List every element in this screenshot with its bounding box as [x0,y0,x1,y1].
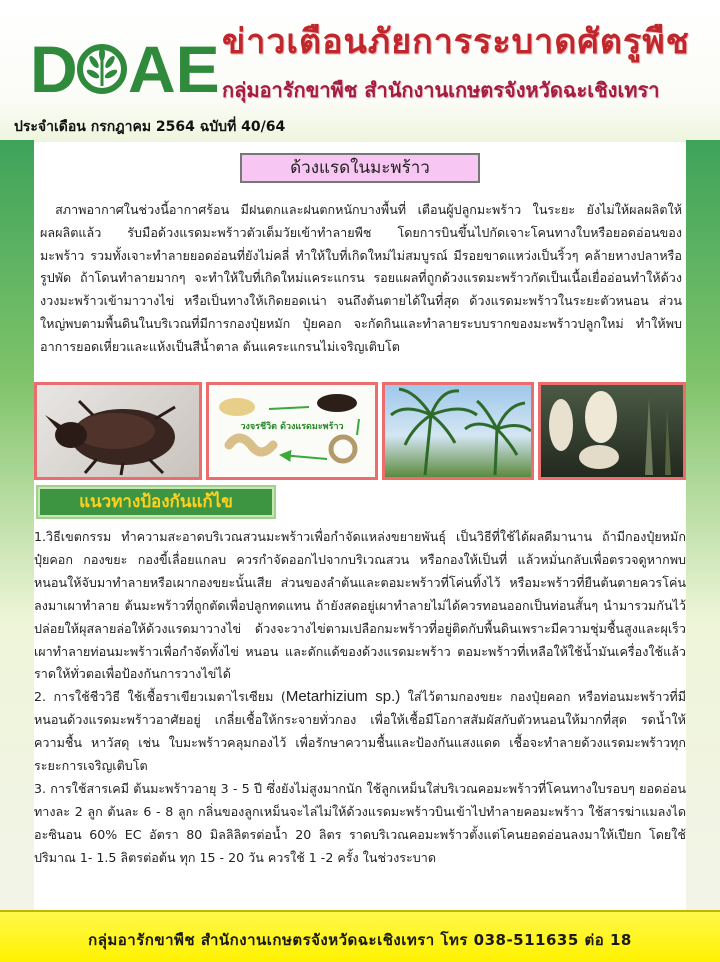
photo-larvae [538,382,686,480]
pest-description: สภาพอากาศในช่วงนี้อากาศร้อน มีฝนตกและฝนตกหนักบางพื้นที่ เตือนผู้ปลูกมะพร้าว ในระยะ ยังไม่ให้ผลผลิตให้ผลผลิตแล้ว รับมือด้วงแรดมะพร้าวตัวเต็มวัยเข้าทำลายพืช โดยการบินขึ้นไปกัดเจาะโคนทางใบหรือยอดอ่อนของมะพร้าว รวมทั้งเจาะทำลายยอดอ่อนที่ยังไม่คลี่ ทำให้ใบที่เกิดใหม่ไม่สมบูรณ์ มีรอยขาดแหว่งเป็นริ้วๆ คล้ายหางปลาหรือรูปพัด ถ้าโดนทำลายมากๆ จะทำให้ใบที่เกิดใหม่แคระแกรน รอยแผลที่ถูกด้วงแรดมะพร้าวกัดเป็นเนื้อเยื่ออ่อนทำให้ด้วงงวงมะพร้าวเข้ามาวางไข่ หรือเป็นทางให้เกิดยอดเน่า จนถึงต้นตายได้ในที่สุด ด้วงแรดมะพร้าวในระยะตัวหนอน ส่วนใหญ่พบตามพื้นดินในบริเวณที่มีการกองปุ๋ยหมัก ปุ๋ยคอก จะกัดกินและทำลายระบบรากของมะพร้าวปลูกใหม่ ทำให้พบอาการยอดเหี่ยวและแห้งเป็นสีน้ำตาล ต้นแคระแกรนไม่เจริญเติบโต [40,202,682,354]
life-cycle-caption: วงจรชีวิต ด้วงแรดมะพร้าว [240,422,344,432]
bulletin-title: ข่าวเตือนภัยการระบาดศัตรูพืช [222,22,690,62]
doae-logo [30,32,220,102]
section-title-pest: ด้วงแรดในมะพร้าว [240,153,480,183]
right-decor-band [686,140,720,940]
content-panel [34,143,686,909]
palm-tree-icon [385,385,531,477]
method-cultural: 1.วิธีเขตกรรม ทำความสะอาดบริเวณสวนมะพร้าวเพื่อกำจัดแหล่งขยายพันธุ์ เป็นวิธีที่ใช้ได้ผลดีมานาน ถ้ามีกองปุ๋ยหมัก ปุ๋ยคอก กองขยะ กองขี้เลื่อยแกลบ ควรกำจัดออกไปจากบริเวณสวน หรือกองให้เป็นที่ แล้วหมั่นกลับเพื่อตรวจดูหากพบหนอนให้จับมาทำลายหรือเผากองขยะนั้นเสีย ส่วนของลำต้นและตอมะพร้าวที่โค่นทิ้งไว้ หรือมะพร้าวที่ยืนต้นตายควรโค่นลงมาเผาทำลาย ต้นมะพร้าวที่ถูกตัดเพื่อปลูกทดแทน ถ้ายังสดอยู่เผาทำลายไม่ได้ควรทอนออกเป็นท่อนสั้นๆ นำมารวมกันไว้ ปล่อยให้ผุสลายล่อให้ด้วงแรดมาวางไข่ ด้วงจะวางไข่ตามเปลือกมะพร้าวที่อยู่ติดกับพื้นดินเพราะมีความชุ่มชื้นสูงและผุเร็ว เผาทำลายท่อนมะพร้าวเพื่อกำจัดทั้งไข่ หนอน และดักแด้ของด้วงแรดมะพร้าว ตอมะพร้าวที่เหลือให้ใช้น้ำมันเครื่องใช้แล้วราดให้ทั่วตอเพื่อป้องกันการวางไข่ได้ [34,529,686,682]
larva-icon [541,385,683,477]
bulletin-subtitle: กลุ่มอารักขาพืช สำนักงานเกษตรจังหวัดฉะเชิงเทรา [222,78,660,102]
footer-bar [0,910,720,962]
method-biological-prefix: 2. การใช้ชีววิธี ใช้เชื้อราเขียวเมตาไรเซียม ( [34,689,286,705]
section-title-prevention: แนวทางป้องกันแก้ไข [38,487,274,517]
left-decor-band [0,140,34,940]
beetle-icon [37,385,199,477]
issue-line: ประจำเดือน กรกฎาคม 2564 ฉบับที่ 40/64 [14,119,286,135]
method-chemical: 3. การใช้สารเคมี ต้นมะพร้าวอายุ 3 - 5 ปี ซึ่งยังไม่สูงมากนัก ใช้ลูกเหม็นใส่บริเวณคอมะพร้าวที่โคนทางใบรอบๆ ยอดอ่อน ทางละ 2 ลูก ต้นละ 6 - 8 ลูก กลิ่นของลูกเหม็นจะไล่ไม่ให้ด้วงแรดมะพร้าวบินเข้าไปทำลายคอมะพร้าว ใช้สารฆ่าแมลงไดอะซินอน 60% EC อัตรา 80 มิลลิลิตรต่อน้ำ 20 ลิตร ราดบริเวณคอมะพร้าวตั้งแต่โคนยอดอ่อนลงมาให้เปียก โดยใช้ปริมาณ 1- 1.5 ลิตรต่อต้น ทุก 15 - 20 วัน ควรใช้ 1 -2 ครั้ง ในช่วงระบาด [34,780,686,865]
life-cycle-diagram [209,385,375,477]
svg-text:AE: AE [128,32,220,102]
footer-contact: กลุ่มอารักขาพืช สำนักงานเกษตรจังหวัดฉะเชิงเทรา โทร 038-511635 ต่อ 18 [88,931,632,949]
scientific-name: Metarhizium sp.) [285,688,401,706]
photo-coconut-palms [382,382,534,480]
photo-life-cycle [206,382,378,480]
photo-rhinoceros-beetle [34,382,202,480]
method-biological-suffix: ใส่ไว้ตามกองขยะ กองปุ๋ยคอก หรือท่อนมะพร้าวที่มีหนอนด้วงแรดมะพร้าวอาศัยอยู่ เกลี่ยเชื้อให้กระจายทั่วกอง เพื่อให้เชื้อมีโอกาสสัมผัสกับตัวหนอนให้มากที่สุด รดน้ำให้ความชื้น หาวัสดุ เช่น ใบมะพร้าวคลุมกองไว้ เพื่อรักษาความชื้นและป้องกันแสงแดด เชื้อจะทำลายด้วงแรดมะพร้าวทุกระยะการเจริญเติบโต [34,689,687,774]
svg-text:D: D [30,32,78,102]
method-biological [34,686,686,778]
prevention-methods [34,526,686,870]
